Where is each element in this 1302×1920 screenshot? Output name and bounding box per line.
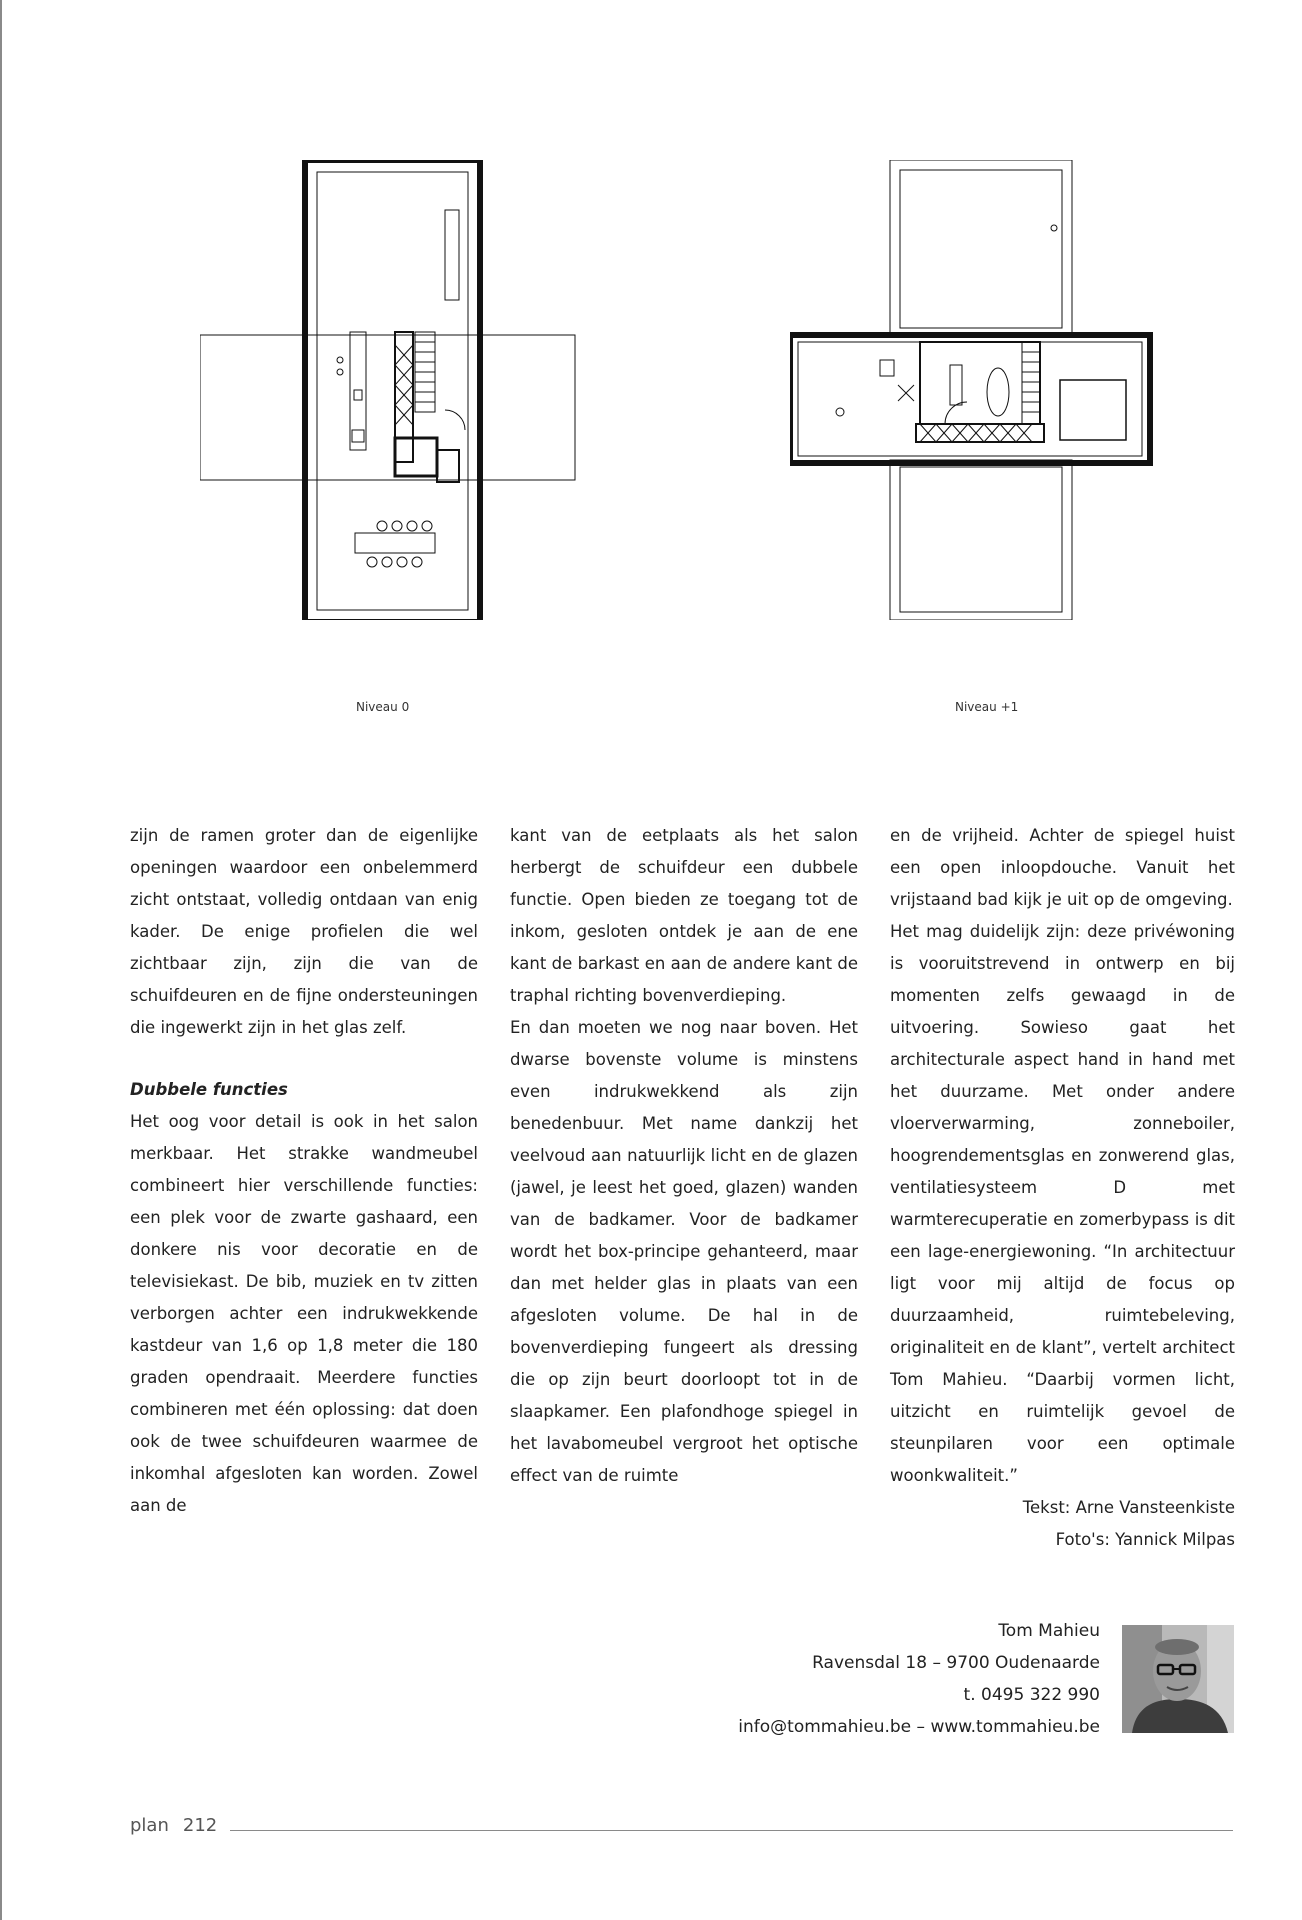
page-number: 212 — [182, 1815, 218, 1836]
contact-web[interactable]: info@tommahieu.be – www.tommahieu.be — [738, 1717, 1100, 1737]
text-column-1 — [130, 820, 478, 1522]
magazine-name: plan — [130, 1815, 169, 1836]
col1-paragraph-1: zijn de ramen groter dan de eigenlijke openingen waardoor een onbelemmerd zicht ontstaat, volledig ontdaan van enig kader. De enige profielen die wel zichtbaar zijn, zijn die van de schuifdeuren en de fijne ondersteuningen die ingewerkt zijn in het glas zelf. — [130, 826, 478, 1037]
architect-portrait-photo — [1122, 1625, 1234, 1733]
contact-phone: t. 0495 322 990 — [963, 1685, 1100, 1705]
contact-name: Tom Mahieu — [998, 1621, 1100, 1641]
caption-niveau-0: Niveau 0 — [356, 700, 410, 714]
text-column-2 — [510, 820, 858, 1492]
credit-photo: Foto's: Yannick Milpas — [1055, 1530, 1235, 1549]
col3-paragraph-2: Het mag duidelijk zijn: deze privéwoning is vooruitstrevend in ontwerp en bij momenten zelfs gewaagd in de uitvoering. Sowieso gaat het architecturale aspect hand in hand met het duurzame. Met onder andere vloerverwarming, zonneboiler, hoogrendementsglas en zonwerend glas, ventilatiesysteem D met warmterecuperatie en zomerbypass is dit een lage-energiewoning. “In architectuur ligt voor mij altijd de focus op duurzaamheid, ruimtebeleving, originaliteit en de klant”, vertelt architect Tom Mahieu. “Daarbij vormen licht, uitzicht en ruimtelijk gevoel de steunpilaren voor een optimale woonkwaliteit.” — [890, 922, 1235, 1485]
contact-address: Ravensdal 18 – 9700 Oudenaarde — [812, 1653, 1100, 1673]
floor-plan-niveau-0-drawing — [200, 160, 590, 620]
floor-plan-niveau-0 — [200, 160, 590, 620]
floor-plan-niveau-1 — [790, 160, 1180, 620]
architect-portrait-drawing — [1122, 1625, 1234, 1733]
footer-rule — [230, 1830, 1233, 1831]
col1-paragraph-2: Het oog voor detail is ook in het salon merkbaar. Het strakke wandmeubel combineert hier verschillende functies: een plek voor de zwarte gashaard, een donkere nis voor decoratie en de televisiekast. De bib, muziek en tv zitten verborgen achter een indrukwekkende kastdeur van 1,6 op 1,8 meter die 180 graden opendraait. Meerdere functies combineren met één oplossing: dat doen ook de twee schuifdeuren waarmee de inkomhal afgesloten kan worden. Zowel aan de — [130, 1112, 478, 1515]
page-edge-line — [0, 0, 2, 1920]
credit-text: Tekst: Arne Vansteenkiste — [1022, 1498, 1235, 1517]
contact-block — [700, 1615, 1100, 1743]
footer-label — [130, 1815, 217, 1836]
caption-niveau-1: Niveau +1 — [955, 700, 1019, 714]
col2-paragraph-2: En dan moeten we nog naar boven. Het dwarse bovenste volume is minstens even indrukwekkend als zijn benedenbuur. Met name dankzij het veelvoud aan natuurlijk licht en de glazen (jawel, je leest het goed, glazen) wanden van de badkamer. Voor de badkamer wordt het box-principe gehanteerd, maar dan met helder glas in plaats van een afgesloten volume. De hal in de bovenverdieping fungeert als dressing die op zijn beurt doorloopt tot in de slaapkamer. Een plafondhoge spiegel in het lavabomeubel vergroot het optische effect van de ruimte — [510, 1018, 858, 1485]
col2-paragraph-1: kant van de eetplaats als het salon herbergt de schuifdeur een dubbele functie. Open bieden ze toegang tot de inkom, gesloten ontdek je aan de ene kant de barkast en aan de andere kant de traphal richting bovenverdieping. — [510, 826, 858, 1005]
floor-plan-niveau-1-drawing — [790, 160, 1180, 620]
col3-paragraph-1: en de vrijheid. Achter de spiegel huist een open inloopdouche. Vanuit het vrijstaand bad kijk je uit op de omgeving. — [890, 826, 1235, 909]
section-heading: Dubbele functies — [130, 1080, 288, 1099]
text-column-3 — [890, 820, 1235, 1556]
